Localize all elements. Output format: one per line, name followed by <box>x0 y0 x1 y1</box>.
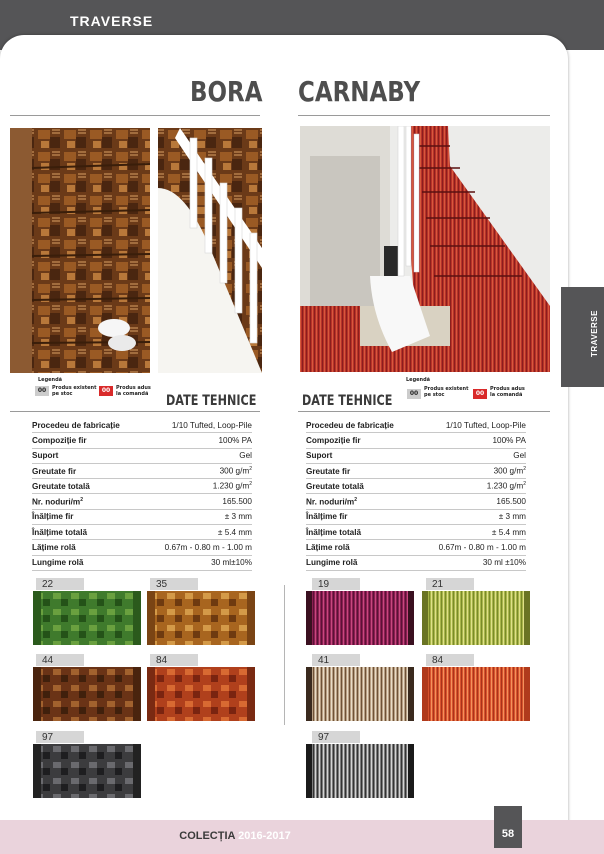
spec-row: Greutate totală 1.230 $g/m^2$ <box>306 479 526 494</box>
tech-rule-bora <box>10 411 260 412</box>
spec-row: Înălțime totală ± 5.4 mm <box>32 525 252 540</box>
spec-row: Suport Gel <box>32 448 252 463</box>
spec-row: Greutate fir 300 $g/m^2$ <box>306 463 526 478</box>
spec-row: Lungime rolă 30 ml ±10% <box>306 555 526 570</box>
specs-table-bora <box>32 418 252 571</box>
swatch-code: 44 <box>36 654 84 666</box>
product-title-carnaby: CARNABY <box>298 75 421 108</box>
swatch-code: 84 <box>150 654 198 666</box>
legend-order-chip: 00 <box>473 389 487 399</box>
swatch-bora-84[interactable] <box>147 667 255 721</box>
legend-label: Legendă <box>406 377 431 383</box>
swatch-code: 84 <box>426 654 474 666</box>
swatch-bora-97[interactable] <box>33 744 141 798</box>
legend-order-text: Produs adus la comandă <box>116 385 151 397</box>
swatch-bora-22[interactable] <box>33 591 141 645</box>
bora-stair-photo <box>10 128 262 373</box>
tech-data-title-bora: DATE TEHNICE <box>166 393 257 409</box>
swatch-code: 21 <box>426 578 474 590</box>
page-number-box <box>494 806 522 848</box>
tech-rule-carnaby <box>298 411 550 412</box>
spec-row: Lățime rolă 0.67m - 0.80 m - 1.00 m <box>306 540 526 555</box>
swatch-code: 22 <box>36 578 84 590</box>
carnaby-stair-photo <box>300 126 550 372</box>
product-title-bora: BORA <box>190 75 263 108</box>
spec-row: Compoziție fir 100% PA <box>306 433 526 448</box>
spec-row: Procedeu de fabricație 1/10 Tufted, Loop-Pile <box>32 418 252 433</box>
column-divider <box>284 585 285 725</box>
swatch-carnaby-41[interactable] <box>306 667 414 721</box>
tech-data-title-carnaby: DATE TEHNICE <box>302 393 393 409</box>
swatch-bora-35[interactable] <box>147 591 255 645</box>
spec-row: Înălțime fir ± 3 mm <box>32 509 252 524</box>
legend-stock-text: Produs existent pe stoc <box>52 385 97 397</box>
legend-label: Legendă <box>38 377 63 383</box>
spec-row: Nr. noduri/$m^2$ 165.500 <box>306 494 526 509</box>
spec-row: Compoziție fir 100% PA <box>32 433 252 448</box>
swatch-carnaby-21[interactable] <box>422 591 530 645</box>
side-section-tab <box>561 287 604 387</box>
spec-row: Greutate totală 1.230 $g/m^2$ <box>32 479 252 494</box>
page-number: 58 <box>501 828 515 840</box>
spec-row: Suport Gel <box>306 448 526 463</box>
spec-row: Procedeu de fabricație 1/10 Tufted, Loop-Pile <box>306 418 526 433</box>
spec-row: Lungime rolă 30 ml±10% <box>32 555 252 570</box>
specs-table-carnaby <box>306 418 526 571</box>
title-rule-bora <box>10 115 260 116</box>
side-tab-label: TRAVERSE <box>589 310 599 357</box>
footer-collection: COLECȚIA 2016-2017 <box>179 830 291 842</box>
spec-row: Greutate fir 300 $g/m^2$ <box>32 463 252 478</box>
swatch-code: 19 <box>312 578 360 590</box>
swatch-bora-44[interactable] <box>33 667 141 721</box>
swatch-code: 41 <box>312 654 360 666</box>
section-title: TRAVERSE <box>70 13 154 29</box>
legend-stock-chip: 00 <box>35 386 49 396</box>
legend-order-chip: 00 <box>99 386 113 396</box>
swatch-code: 35 <box>150 578 198 590</box>
swatch-code: 97 <box>312 731 360 743</box>
swatch-carnaby-19[interactable] <box>306 591 414 645</box>
swatch-code: 97 <box>36 731 84 743</box>
spec-row: Înălțime fir ± 3 mm <box>306 509 526 524</box>
legend-stock-chip: 00 <box>407 389 421 399</box>
swatch-carnaby-97[interactable] <box>306 744 414 798</box>
swatch-carnaby-84[interactable] <box>422 667 530 721</box>
legend-stock-text: Produs existent pe stoc <box>424 386 469 398</box>
spec-row: Lățime rolă 0.67m - 0.80 m - 1.00 m <box>32 540 252 555</box>
title-rule-carnaby <box>298 115 550 116</box>
spec-row: Înălțime totală ± 5.4 mm <box>306 525 526 540</box>
spec-row: Nr. noduri/$m^2$ 165.500 <box>32 494 252 509</box>
legend-order-text: Produs adus la comandă <box>490 386 525 398</box>
